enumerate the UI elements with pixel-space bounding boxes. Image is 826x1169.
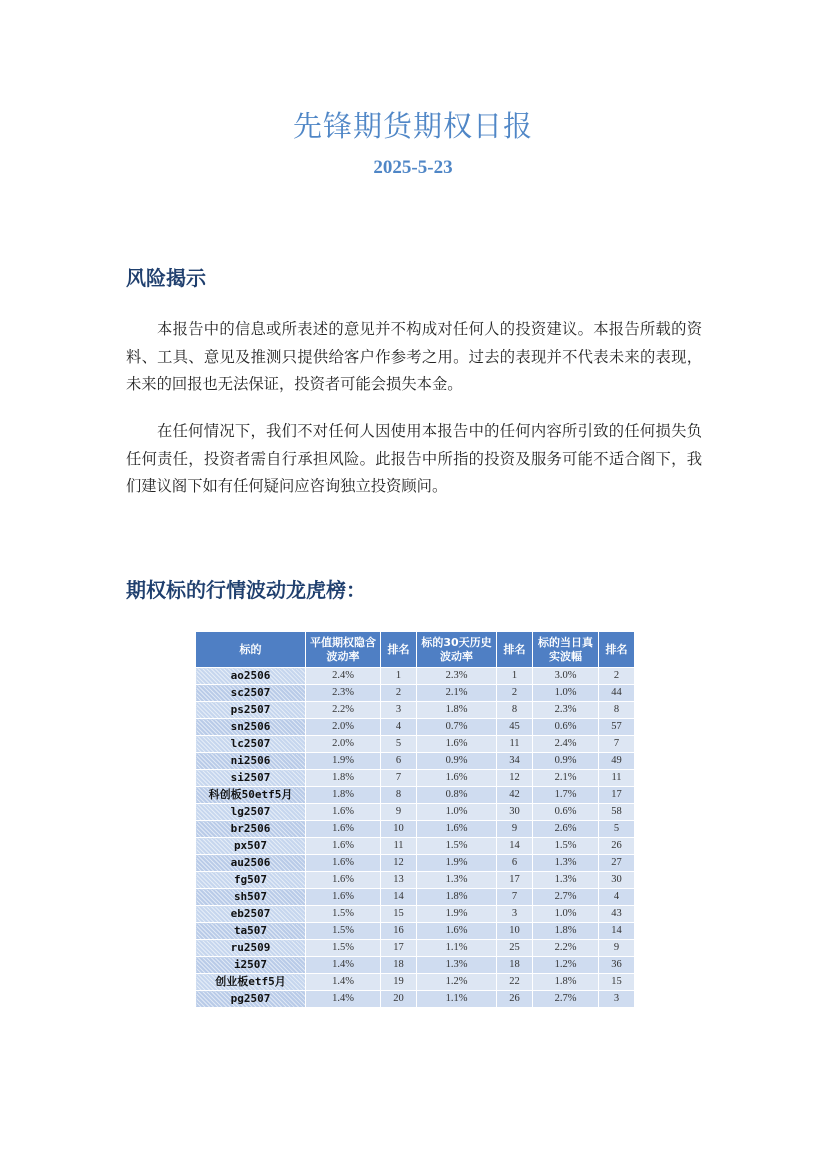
underlying-cell: lc2507 <box>196 736 306 753</box>
hist-vol-cell: 0.8% <box>417 787 497 804</box>
underlying-cell: lg2507 <box>196 804 306 821</box>
implied-vol-rank-cell: 4 <box>381 719 417 736</box>
implied-vol-cell: 2.4% <box>306 668 381 685</box>
table-row <box>196 736 635 753</box>
underlying-cell: ru2509 <box>196 940 306 957</box>
underlying-cell: au2506 <box>196 855 306 872</box>
true-range-cell: 1.7% <box>533 787 599 804</box>
col-header-rank-1: 排名 <box>381 632 417 668</box>
table-row <box>196 838 635 855</box>
hist-vol-cell: 1.9% <box>417 855 497 872</box>
hist-vol-rank-cell: 17 <box>497 872 533 889</box>
implied-vol-rank-cell: 6 <box>381 753 417 770</box>
hist-vol-rank-cell: 7 <box>497 889 533 906</box>
hist-vol-cell: 1.6% <box>417 923 497 940</box>
implied-vol-cell: 1.6% <box>306 821 381 838</box>
hist-vol-cell: 1.0% <box>417 804 497 821</box>
true-range-rank-cell: 58 <box>599 804 635 821</box>
true-range-cell: 0.6% <box>533 804 599 821</box>
implied-vol-rank-cell: 16 <box>381 923 417 940</box>
true-range-cell: 2.2% <box>533 940 599 957</box>
true-range-rank-cell: 17 <box>599 787 635 804</box>
table-row <box>196 821 635 838</box>
table-row <box>196 889 635 906</box>
underlying-cell: px507 <box>196 838 306 855</box>
implied-vol-rank-cell: 17 <box>381 940 417 957</box>
underlying-cell: eb2507 <box>196 906 306 923</box>
hist-vol-cell: 1.1% <box>417 991 497 1008</box>
true-range-rank-cell: 4 <box>599 889 635 906</box>
table-row <box>196 991 635 1008</box>
risk-paragraph-1: 本报告中的信息或所表述的意见并不构成对任何人的投资建议。本报告所载的资料、工具、意见及推测只提供给客户作参考之用。过去的表现并不代表未来的表现，未来的回报也无法保证，投资者可能会损失本金。 <box>126 320 702 393</box>
underlying-cell: 创业板etf5月 <box>196 974 306 991</box>
true-range-rank-cell: 3 <box>599 991 635 1008</box>
implied-vol-rank-cell: 1 <box>381 668 417 685</box>
hist-vol-rank-cell: 22 <box>497 974 533 991</box>
implied-vol-cell: 1.4% <box>306 957 381 974</box>
true-range-rank-cell: 44 <box>599 685 635 702</box>
hist-vol-rank-cell: 11 <box>497 736 533 753</box>
underlying-cell: sh507 <box>196 889 306 906</box>
implied-vol-rank-cell: 3 <box>381 702 417 719</box>
implied-vol-rank-cell: 14 <box>381 889 417 906</box>
true-range-rank-cell: 7 <box>599 736 635 753</box>
true-range-rank-cell: 26 <box>599 838 635 855</box>
hist-vol-rank-cell: 34 <box>497 753 533 770</box>
underlying-cell: ao2506 <box>196 668 306 685</box>
table-row <box>196 702 635 719</box>
true-range-cell: 2.3% <box>533 702 599 719</box>
true-range-cell: 1.3% <box>533 872 599 889</box>
true-range-rank-cell: 57 <box>599 719 635 736</box>
implied-vol-cell: 1.8% <box>306 770 381 787</box>
implied-vol-cell: 1.6% <box>306 804 381 821</box>
hist-vol-rank-cell: 14 <box>497 838 533 855</box>
true-range-rank-cell: 2 <box>599 668 635 685</box>
table-row <box>196 906 635 923</box>
implied-vol-cell: 1.4% <box>306 974 381 991</box>
hist-vol-rank-cell: 12 <box>497 770 533 787</box>
true-range-rank-cell: 43 <box>599 906 635 923</box>
true-range-rank-cell: 9 <box>599 940 635 957</box>
hist-vol-cell: 1.2% <box>417 974 497 991</box>
table-body <box>196 668 635 1008</box>
underlying-cell: pg2507 <box>196 991 306 1008</box>
table-row <box>196 668 635 685</box>
true-range-cell: 2.7% <box>533 889 599 906</box>
hist-vol-cell: 0.9% <box>417 753 497 770</box>
table-row <box>196 804 635 821</box>
true-range-rank-cell: 5 <box>599 821 635 838</box>
volatility-table <box>195 631 635 1008</box>
hist-vol-cell: 1.3% <box>417 872 497 889</box>
hist-vol-rank-cell: 45 <box>497 719 533 736</box>
implied-vol-cell: 2.0% <box>306 736 381 753</box>
table-row <box>196 974 635 991</box>
true-range-cell: 1.5% <box>533 838 599 855</box>
col-header-rank-2: 排名 <box>497 632 533 668</box>
table-row <box>196 923 635 940</box>
underlying-cell: ps2507 <box>196 702 306 719</box>
true-range-cell: 1.8% <box>533 974 599 991</box>
table-row <box>196 940 635 957</box>
col-header-rank-3: 排名 <box>599 632 635 668</box>
implied-vol-cell: 1.6% <box>306 872 381 889</box>
true-range-rank-cell: 36 <box>599 957 635 974</box>
implied-vol-cell: 1.6% <box>306 889 381 906</box>
underlying-cell: sn2506 <box>196 719 306 736</box>
col-header-true-range: 标的当日真实波幅 <box>533 632 599 668</box>
underlying-cell: ta507 <box>196 923 306 940</box>
true-range-cell: 2.7% <box>533 991 599 1008</box>
hist-vol-cell: 1.6% <box>417 770 497 787</box>
hist-vol-cell: 1.6% <box>417 821 497 838</box>
implied-vol-rank-cell: 18 <box>381 957 417 974</box>
true-range-cell: 3.0% <box>533 668 599 685</box>
implied-vol-cell: 2.2% <box>306 702 381 719</box>
implied-vol-rank-cell: 5 <box>381 736 417 753</box>
true-range-rank-cell: 49 <box>599 753 635 770</box>
hist-vol-cell: 1.8% <box>417 889 497 906</box>
table-row <box>196 872 635 889</box>
table-row <box>196 957 635 974</box>
hist-vol-cell: 1.5% <box>417 838 497 855</box>
hist-vol-rank-cell: 2 <box>497 685 533 702</box>
hist-vol-cell: 2.3% <box>417 668 497 685</box>
table-row <box>196 685 635 702</box>
report-title: 先锋期货期权日报 <box>292 109 533 143</box>
true-range-rank-cell: 14 <box>599 923 635 940</box>
hist-vol-rank-cell: 8 <box>497 702 533 719</box>
table-row <box>196 770 635 787</box>
implied-vol-cell: 1.6% <box>306 838 381 855</box>
underlying-cell: si2507 <box>196 770 306 787</box>
hist-vol-cell: 1.3% <box>417 957 497 974</box>
implied-vol-rank-cell: 10 <box>381 821 417 838</box>
hist-vol-rank-cell: 18 <box>497 957 533 974</box>
implied-vol-rank-cell: 2 <box>381 685 417 702</box>
true-range-rank-cell: 30 <box>599 872 635 889</box>
hist-vol-rank-cell: 42 <box>497 787 533 804</box>
true-range-rank-cell: 11 <box>599 770 635 787</box>
implied-vol-cell: 1.5% <box>306 940 381 957</box>
true-range-cell: 2.1% <box>533 770 599 787</box>
table-row <box>196 787 635 804</box>
hist-vol-cell: 1.9% <box>417 906 497 923</box>
implied-vol-rank-cell: 7 <box>381 770 417 787</box>
implied-vol-cell: 1.5% <box>306 906 381 923</box>
volatility-table-container <box>195 631 635 1008</box>
true-range-cell: 1.8% <box>533 923 599 940</box>
true-range-rank-cell: 15 <box>599 974 635 991</box>
true-range-cell: 0.9% <box>533 753 599 770</box>
col-header-underlying: 标的 <box>196 632 306 668</box>
hist-vol-rank-cell: 25 <box>497 940 533 957</box>
report-date: 2025-5-23 <box>373 157 453 178</box>
hist-vol-rank-cell: 26 <box>497 991 533 1008</box>
true-range-cell: 1.3% <box>533 855 599 872</box>
risk-heading: 风险揭示 <box>126 266 206 290</box>
true-range-rank-cell: 27 <box>599 855 635 872</box>
hist-vol-rank-cell: 3 <box>497 906 533 923</box>
volatility-board-heading: 期权标的行情波动龙虎榜： <box>126 578 366 602</box>
implied-vol-cell: 1.4% <box>306 991 381 1008</box>
true-range-cell: 1.2% <box>533 957 599 974</box>
hist-vol-cell: 1.8% <box>417 702 497 719</box>
implied-vol-rank-cell: 15 <box>381 906 417 923</box>
true-range-cell: 2.4% <box>533 736 599 753</box>
implied-vol-rank-cell: 12 <box>381 855 417 872</box>
underlying-cell: br2506 <box>196 821 306 838</box>
table-header-row <box>196 632 635 668</box>
implied-vol-rank-cell: 13 <box>381 872 417 889</box>
underlying-cell: ni2506 <box>196 753 306 770</box>
implied-vol-cell: 1.8% <box>306 787 381 804</box>
implied-vol-cell: 1.6% <box>306 855 381 872</box>
hist-vol-rank-cell: 10 <box>497 923 533 940</box>
risk-paragraph-2: 在任何情况下，我们不对任何人因使用本报告中的任何内容所引致的任何损失负任何责任，投资者需自行承担风险。此报告中所指的投资及服务可能不适合阁下，我们建议阁下如有任何疑问应咨询独立投资顾问。 <box>126 422 702 495</box>
implied-vol-rank-cell: 9 <box>381 804 417 821</box>
underlying-cell: 科创板50etf5月 <box>196 787 306 804</box>
true-range-rank-cell: 8 <box>599 702 635 719</box>
table-row <box>196 753 635 770</box>
hist-vol-rank-cell: 6 <box>497 855 533 872</box>
implied-vol-cell: 1.9% <box>306 753 381 770</box>
hist-vol-cell: 1.1% <box>417 940 497 957</box>
implied-vol-cell: 1.5% <box>306 923 381 940</box>
table-row <box>196 855 635 872</box>
underlying-cell: i2507 <box>196 957 306 974</box>
col-header-hist-vol: 标的30天历史波动率 <box>417 632 497 668</box>
implied-vol-rank-cell: 20 <box>381 991 417 1008</box>
hist-vol-cell: 1.6% <box>417 736 497 753</box>
implied-vol-rank-cell: 19 <box>381 974 417 991</box>
true-range-cell: 1.0% <box>533 685 599 702</box>
col-header-implied-vol: 平值期权隐含波动率 <box>306 632 381 668</box>
implied-vol-cell: 2.3% <box>306 685 381 702</box>
underlying-cell: fg507 <box>196 872 306 889</box>
implied-vol-rank-cell: 8 <box>381 787 417 804</box>
true-range-cell: 2.6% <box>533 821 599 838</box>
table-row <box>196 719 635 736</box>
hist-vol-cell: 0.7% <box>417 719 497 736</box>
hist-vol-rank-cell: 30 <box>497 804 533 821</box>
true-range-cell: 1.0% <box>533 906 599 923</box>
true-range-cell: 0.6% <box>533 719 599 736</box>
implied-vol-rank-cell: 11 <box>381 838 417 855</box>
underlying-cell: sc2507 <box>196 685 306 702</box>
hist-vol-rank-cell: 9 <box>497 821 533 838</box>
implied-vol-cell: 2.0% <box>306 719 381 736</box>
hist-vol-cell: 2.1% <box>417 685 497 702</box>
hist-vol-rank-cell: 1 <box>497 668 533 685</box>
